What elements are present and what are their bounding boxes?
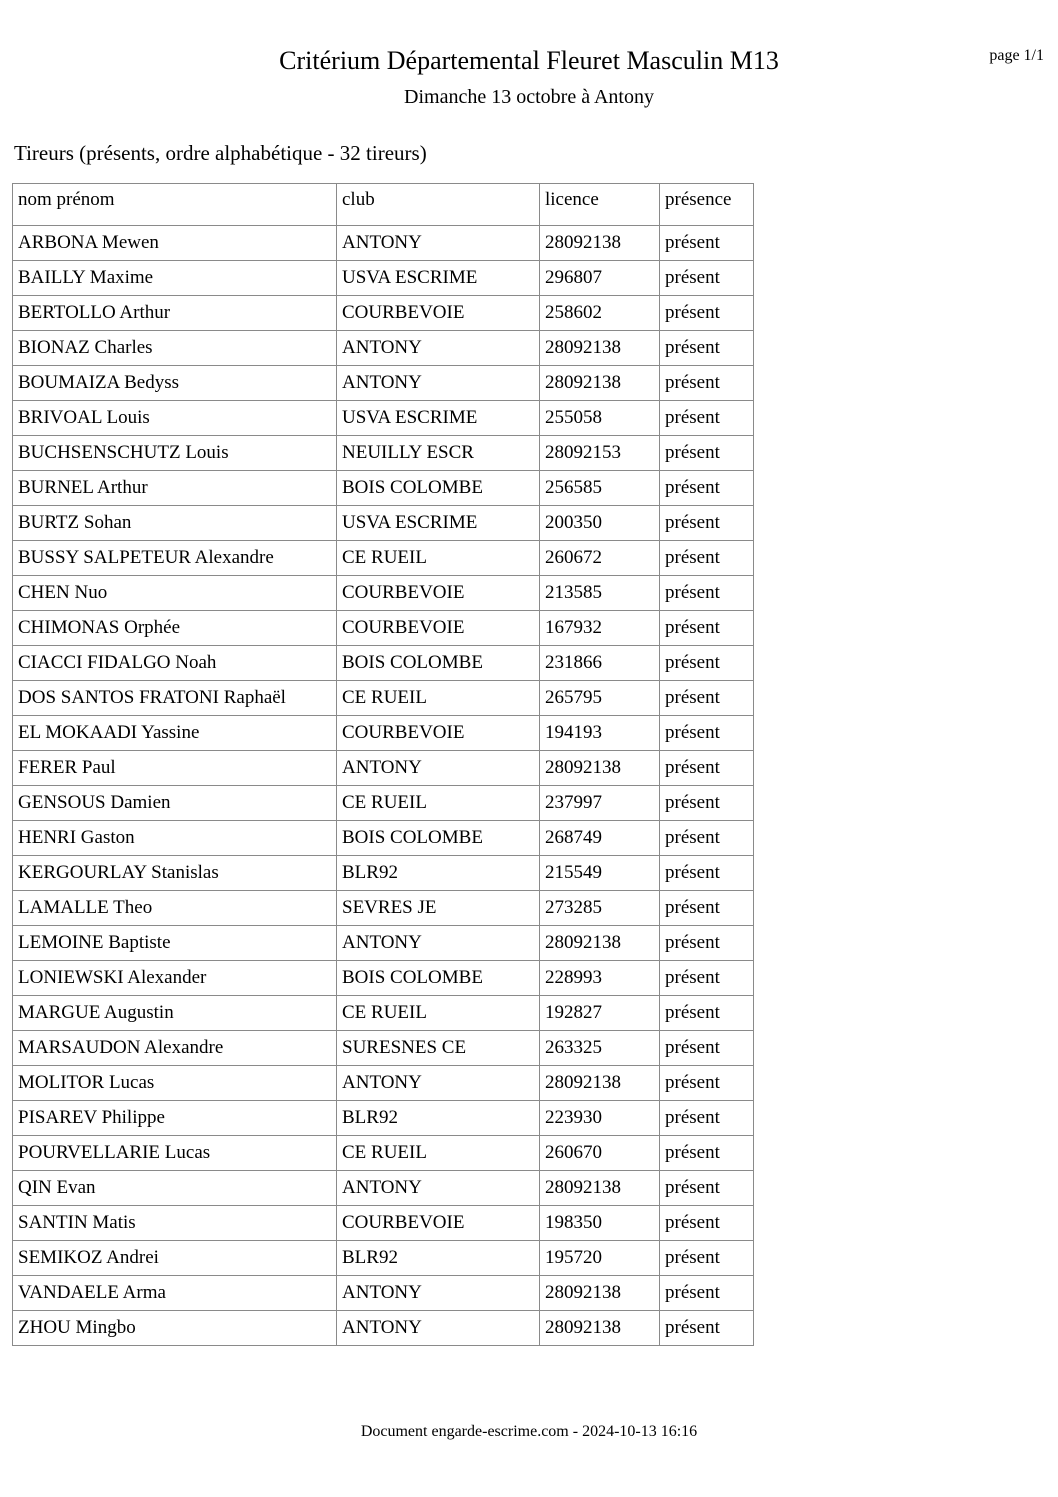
cell-name: DOS SANTOS FRATONI Raphaël — [13, 681, 337, 716]
cell-name: ARBONA Mewen — [13, 226, 337, 261]
cell-licence: 213585 — [540, 576, 660, 611]
cell-licence: 258602 — [540, 296, 660, 331]
cell-name: MARGUE Augustin — [13, 996, 337, 1031]
table-row — [13, 681, 754, 716]
cell-licence: 263325 — [540, 1031, 660, 1066]
column-header-presence: présence — [660, 184, 754, 226]
cell-club: USVA ESCRIME — [337, 506, 540, 541]
cell-club: COURBEVOIE — [337, 1206, 540, 1241]
cell-licence: 195720 — [540, 1241, 660, 1276]
cell-name: BUSSY SALPETEUR Alexandre — [13, 541, 337, 576]
table-row — [13, 821, 754, 856]
cell-licence: 28092138 — [540, 1276, 660, 1311]
cell-club: COURBEVOIE — [337, 576, 540, 611]
cell-name: BERTOLLO Arthur — [13, 296, 337, 331]
cell-presence: présent — [660, 506, 754, 541]
cell-club: CE RUEIL — [337, 1136, 540, 1171]
cell-name: EL MOKAADI Yassine — [13, 716, 337, 751]
cell-club: ANTONY — [337, 926, 540, 961]
cell-name: BURNEL Arthur — [13, 471, 337, 506]
cell-licence: 28092138 — [540, 751, 660, 786]
cell-presence: présent — [660, 261, 754, 296]
table-row — [13, 856, 754, 891]
cell-presence: présent — [660, 856, 754, 891]
cell-presence: présent — [660, 996, 754, 1031]
table-row — [13, 926, 754, 961]
cell-club: COURBEVOIE — [337, 296, 540, 331]
cell-presence: présent — [660, 891, 754, 926]
cell-club: BOIS COLOMBE — [337, 961, 540, 996]
cell-club: ANTONY — [337, 331, 540, 366]
table-row — [13, 1206, 754, 1241]
cell-presence: présent — [660, 1311, 754, 1346]
cell-licence: 255058 — [540, 401, 660, 436]
document-footer: Document engarde-escrime.com - 2024-10-13 16:16 — [360, 1423, 698, 1440]
cell-presence: présent — [660, 576, 754, 611]
table-row — [13, 961, 754, 996]
cell-name: VANDAELE Arma — [13, 1276, 337, 1311]
cell-club: USVA ESCRIME — [337, 401, 540, 436]
cell-licence: 194193 — [540, 716, 660, 751]
cell-presence: présent — [660, 786, 754, 821]
cell-club: USVA ESCRIME — [337, 261, 540, 296]
cell-licence: 28092138 — [540, 331, 660, 366]
cell-club: SURESNES CE — [337, 1031, 540, 1066]
cell-licence: 231866 — [540, 646, 660, 681]
cell-presence: présent — [660, 926, 754, 961]
table-row — [13, 226, 754, 261]
cell-name: BAILLY Maxime — [13, 261, 337, 296]
cell-licence: 192827 — [540, 996, 660, 1031]
cell-presence: présent — [660, 296, 754, 331]
cell-club: ANTONY — [337, 226, 540, 261]
cell-club: SEVRES JE — [337, 891, 540, 926]
table-row — [13, 261, 754, 296]
cell-name: BRIVOAL Louis — [13, 401, 337, 436]
cell-licence: 215549 — [540, 856, 660, 891]
cell-club: ANTONY — [337, 1276, 540, 1311]
column-header-club: club — [337, 184, 540, 226]
cell-presence: présent — [660, 716, 754, 751]
cell-licence: 28092138 — [540, 1311, 660, 1346]
cell-presence: présent — [660, 1171, 754, 1206]
cell-name: SANTIN Matis — [13, 1206, 337, 1241]
cell-presence: présent — [660, 401, 754, 436]
cell-club: BLR92 — [337, 1241, 540, 1276]
table-row — [13, 401, 754, 436]
table-row — [13, 611, 754, 646]
cell-club: ANTONY — [337, 1311, 540, 1346]
cell-name: KERGOURLAY Stanislas — [13, 856, 337, 891]
cell-presence: présent — [660, 1136, 754, 1171]
cell-presence: présent — [660, 1031, 754, 1066]
cell-name: PISAREV Philippe — [13, 1101, 337, 1136]
cell-club: BOIS COLOMBE — [337, 821, 540, 856]
table-row — [13, 471, 754, 506]
table-row — [13, 1276, 754, 1311]
cell-presence: présent — [660, 471, 754, 506]
cell-club: BOIS COLOMBE — [337, 646, 540, 681]
cell-presence: présent — [660, 1206, 754, 1241]
cell-club: ANTONY — [337, 1171, 540, 1206]
cell-presence: présent — [660, 751, 754, 786]
table-header-row — [13, 184, 754, 226]
cell-presence: présent — [660, 821, 754, 856]
cell-name: LAMALLE Theo — [13, 891, 337, 926]
cell-name: ZHOU Mingbo — [13, 1311, 337, 1346]
table-row — [13, 576, 754, 611]
section-heading: Tireurs (présents, ordre alphabétique - 32 tireurs) — [14, 141, 427, 165]
table-row — [13, 716, 754, 751]
cell-name: MOLITOR Lucas — [13, 1066, 337, 1101]
cell-club: ANTONY — [337, 751, 540, 786]
cell-presence: présent — [660, 436, 754, 471]
cell-presence: présent — [660, 541, 754, 576]
cell-name: BIONAZ Charles — [13, 331, 337, 366]
cell-licence: 260672 — [540, 541, 660, 576]
table-row — [13, 331, 754, 366]
cell-club: ANTONY — [337, 1066, 540, 1101]
table-row — [13, 366, 754, 401]
cell-name: MARSAUDON Alexandre — [13, 1031, 337, 1066]
table-row — [13, 751, 754, 786]
cell-presence: présent — [660, 366, 754, 401]
cell-presence: présent — [660, 961, 754, 996]
cell-club: COURBEVOIE — [337, 611, 540, 646]
cell-licence: 28092138 — [540, 226, 660, 261]
cell-presence: présent — [660, 1241, 754, 1276]
table-row — [13, 1031, 754, 1066]
cell-name: GENSOUS Damien — [13, 786, 337, 821]
cell-presence: présent — [660, 226, 754, 261]
cell-club: CE RUEIL — [337, 681, 540, 716]
table-row — [13, 891, 754, 926]
cell-licence: 167932 — [540, 611, 660, 646]
table-row — [13, 1171, 754, 1206]
cell-licence: 256585 — [540, 471, 660, 506]
cell-club: ANTONY — [337, 366, 540, 401]
cell-name: BURTZ Sohan — [13, 506, 337, 541]
cell-name: CHIMONAS Orphée — [13, 611, 337, 646]
cell-name: CHEN Nuo — [13, 576, 337, 611]
cell-presence: présent — [660, 646, 754, 681]
table-row — [13, 996, 754, 1031]
fencers-table — [12, 183, 754, 1346]
table-row — [13, 436, 754, 471]
page-number: page 1/1 — [989, 47, 1044, 64]
cell-club: BOIS COLOMBE — [337, 471, 540, 506]
table-row — [13, 1311, 754, 1346]
cell-licence: 296807 — [540, 261, 660, 296]
cell-club: CE RUEIL — [337, 541, 540, 576]
cell-licence: 268749 — [540, 821, 660, 856]
cell-club: COURBEVOIE — [337, 716, 540, 751]
cell-name: BOUMAIZA Bedyss — [13, 366, 337, 401]
cell-name: FERER Paul — [13, 751, 337, 786]
cell-licence: 228993 — [540, 961, 660, 996]
cell-name: QIN Evan — [13, 1171, 337, 1206]
table-body — [13, 226, 754, 1346]
table-row — [13, 1066, 754, 1101]
cell-licence: 28092138 — [540, 1066, 660, 1101]
cell-licence: 28092138 — [540, 1171, 660, 1206]
cell-licence: 223930 — [540, 1101, 660, 1136]
document-title: Critérium Départemental Fleuret Masculin M13 — [279, 46, 779, 75]
table-row — [13, 1101, 754, 1136]
cell-club: BLR92 — [337, 856, 540, 891]
cell-licence: 200350 — [540, 506, 660, 541]
cell-name: POURVELLARIE Lucas — [13, 1136, 337, 1171]
table-row — [13, 1136, 754, 1171]
cell-presence: présent — [660, 1276, 754, 1311]
cell-presence: présent — [660, 1066, 754, 1101]
cell-name: LONIEWSKI Alexander — [13, 961, 337, 996]
document-subtitle: Dimanche 13 octobre à Antony — [404, 86, 654, 108]
cell-name: BUCHSENSCHUTZ Louis — [13, 436, 337, 471]
cell-club: CE RUEIL — [337, 996, 540, 1031]
cell-presence: présent — [660, 1101, 754, 1136]
cell-licence: 28092153 — [540, 436, 660, 471]
cell-licence: 273285 — [540, 891, 660, 926]
table-row — [13, 296, 754, 331]
column-header-licence: licence — [540, 184, 660, 226]
cell-presence: présent — [660, 681, 754, 716]
cell-presence: présent — [660, 611, 754, 646]
cell-club: CE RUEIL — [337, 786, 540, 821]
table-row — [13, 1241, 754, 1276]
cell-licence: 260670 — [540, 1136, 660, 1171]
cell-licence: 265795 — [540, 681, 660, 716]
column-header-name: nom prénom — [13, 184, 337, 226]
table-row — [13, 646, 754, 681]
cell-presence: présent — [660, 331, 754, 366]
cell-name: LEMOINE Baptiste — [13, 926, 337, 961]
table-row — [13, 506, 754, 541]
cell-licence: 28092138 — [540, 366, 660, 401]
cell-club: BLR92 — [337, 1101, 540, 1136]
cell-licence: 198350 — [540, 1206, 660, 1241]
cell-licence: 237997 — [540, 786, 660, 821]
cell-licence: 28092138 — [540, 926, 660, 961]
cell-name: SEMIKOZ Andrei — [13, 1241, 337, 1276]
cell-club: NEUILLY ESCR — [337, 436, 540, 471]
table-row — [13, 541, 754, 576]
table-row — [13, 786, 754, 821]
cell-name: HENRI Gaston — [13, 821, 337, 856]
cell-name: CIACCI FIDALGO Noah — [13, 646, 337, 681]
